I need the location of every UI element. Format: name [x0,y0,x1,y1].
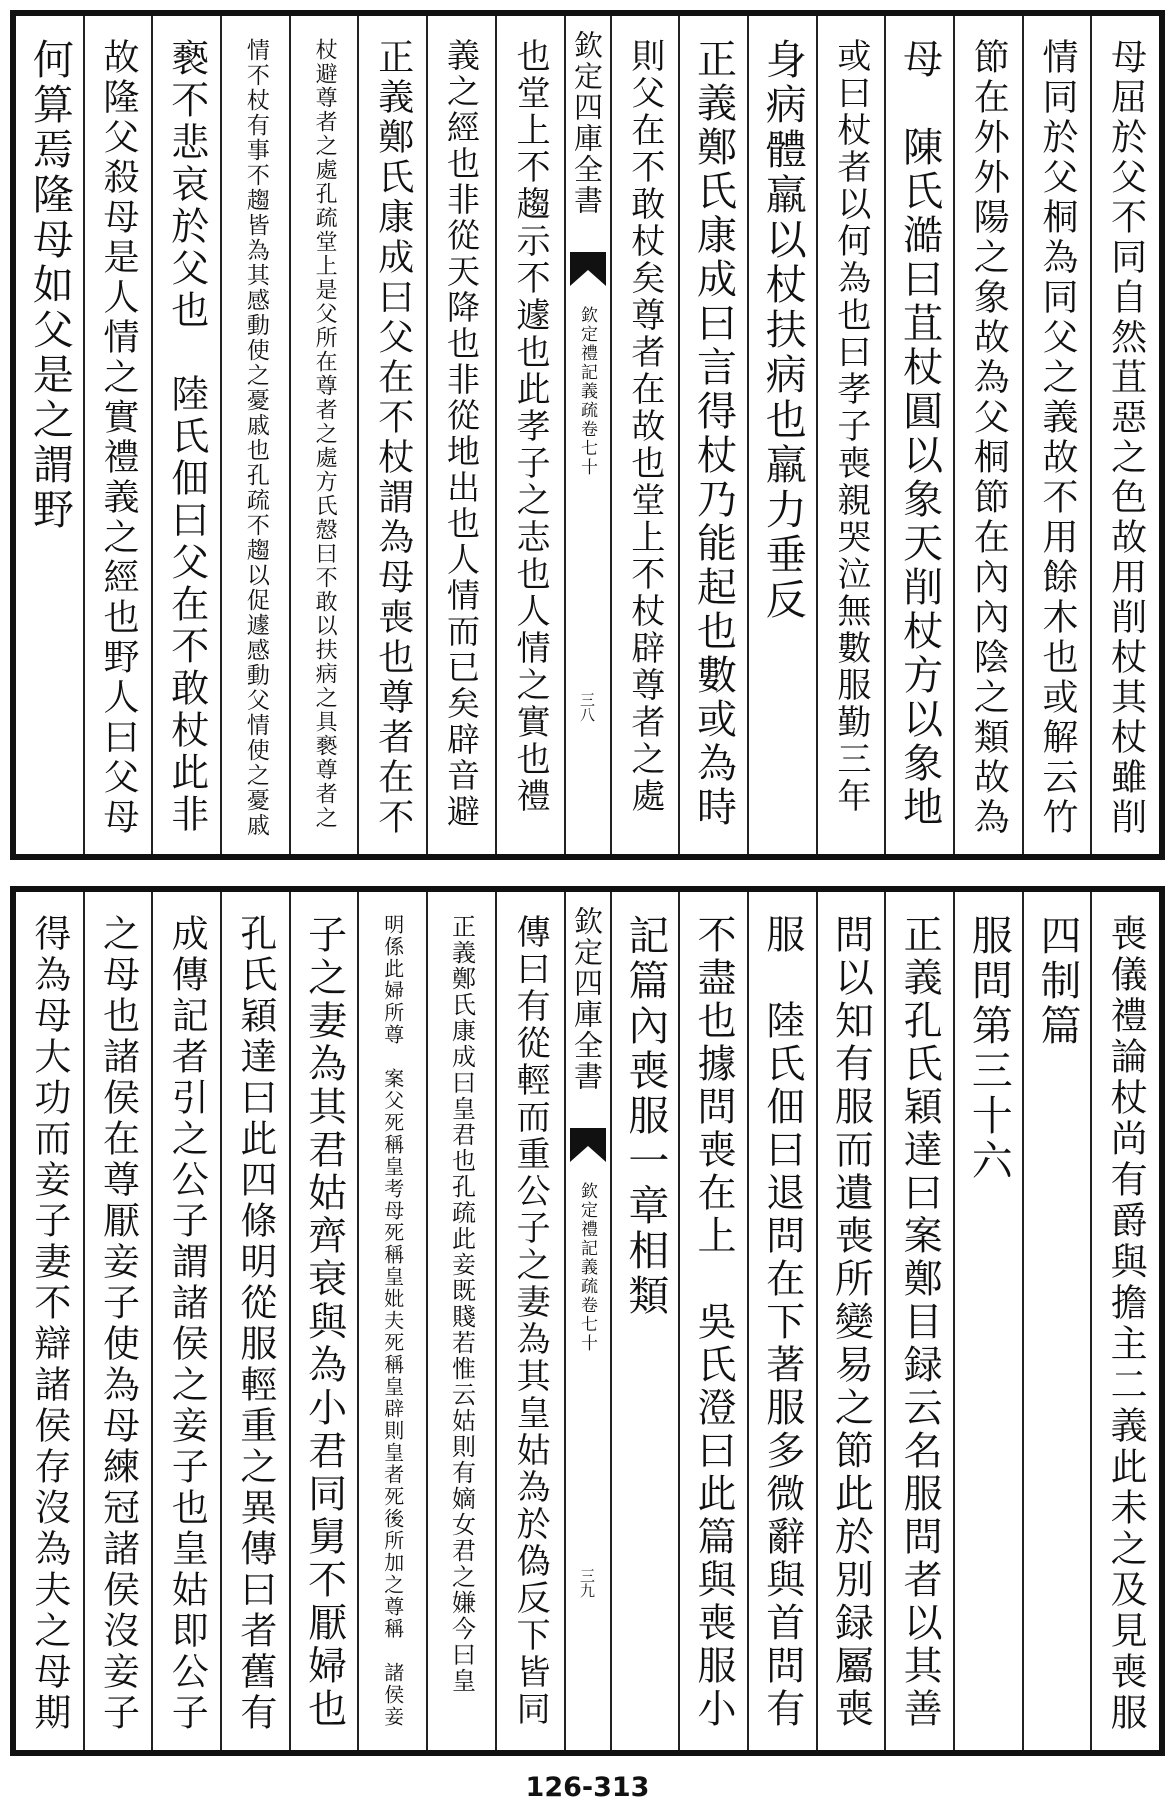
text-column [678,892,747,1750]
column-text: 喪儀禮論杖尚有爵與擔主二義此未之及見喪服 [1104,914,1148,1734]
column-text: 則父在不敢杖矣尊者在故也堂上不杖辟尊者之處 [624,38,665,815]
center-gutter [564,16,610,854]
column-text: 身病體羸以杖扶病也羸力垂反 [758,38,807,623]
column-text: 或曰杖者以何為也曰孝子喪親哭泣無數服勤三年 [830,38,871,815]
column-text: 褻不悲哀於父也 陸氏佃曰父在不敢杖此非 [164,38,209,836]
text-column [747,16,816,854]
column-text: 傳曰有從輕而重公子之妻為其皇姑為於偽反下皆同 [510,914,551,1728]
fish-tail-mark-icon [570,252,606,286]
gutter-subtitle: 欽定禮記義疏卷七十 [577,306,597,477]
text-column [495,892,564,1750]
text-column [289,892,358,1750]
column-text: 杖避尊者之處孔疏堂上是父所在尊者之處方氏慤曰不敢以扶病之具褻尊者之 [312,38,338,830]
text-column [610,16,679,854]
text-column [1022,892,1091,1750]
column-text: 故隆父殺母是人情之實禮義之經也野人曰父母 [98,38,140,838]
column-text: 母屈於父不同自然苴惡之色故用削杖其杖雖削 [1105,38,1147,838]
center-gutter [564,892,610,1750]
column-text: 情同於父桐為同父之義故不用餘木也或解云竹 [1036,38,1078,838]
gutter-page-number: 三八 [578,692,596,722]
upper-page-panel [10,10,1165,860]
text-column [816,16,885,854]
text-column [953,892,1022,1750]
text-column [426,892,495,1750]
page-number-footer: 126-313 [525,1772,650,1803]
column-text: 情不杖有事不趨皆為其感動使之憂戚也孔疏不趨以促遽感動父情使之憂戚 [242,38,269,838]
text-column [953,16,1022,854]
fish-tail-mark-icon [570,1128,606,1162]
column-text: 不盡也據問喪在上 吳氏澄曰此篇與喪服小 [691,914,737,1731]
column-text: 孔氏穎達曰此四條明從服輕重之異傳曰者舊有 [233,914,277,1734]
text-column [816,892,885,1750]
column-text: 得為母大功而妾子妻不辯諸侯存沒為夫之母期 [27,914,71,1734]
text-column [16,16,83,854]
column-text: 服 陸氏佃曰退問在下著服多微辭與首問有 [759,914,805,1731]
text-column [220,892,289,1750]
text-column [610,892,679,1750]
column-text: 子之妻為其君姑齊衰與為小君同舅不厭婦也 [301,914,347,1731]
column-text: 問以知有服而遺喪所變易之節此於別録屬喪 [828,914,874,1731]
text-column [884,16,953,854]
text-column [884,892,953,1750]
text-column [83,892,152,1750]
column-text: 服問第三十六 [964,914,1013,1184]
column-text: 記篇內喪服一章相類 [621,914,670,1319]
text-column [151,892,220,1750]
text-column [151,16,220,854]
text-column [289,16,358,854]
column-text: 正義鄭氏康成曰皇君也孔疏此妾既賤若惟云姑則有嫡女君之嫌今曰皇 [447,914,476,1694]
lower-page-panel [10,886,1165,1756]
gutter-title: 欽定四庫全書 [570,906,604,1092]
text-column [1090,892,1159,1750]
text-column [1090,16,1159,854]
text-column [678,16,747,854]
column-text: 義之經也非從天降也非從地出也人情而已矣辟音避 [441,38,481,830]
text-column [747,892,816,1750]
column-text: 成傳記者引之公子謂諸侯之妾子也皇姑即公子 [165,914,209,1734]
text-column [220,16,289,854]
text-column [426,16,495,854]
gutter-subtitle: 欽定禮記義疏卷七十 [577,1182,597,1353]
column-text: 母 陳氏澔曰苴杖圓以象天削杖方以象地 [896,38,943,830]
column-text: 四制篇 [1033,914,1082,1049]
column-text: 之母也諸侯在尊厭妾子使為母練冠諸侯沒妾子 [96,914,140,1734]
text-column [83,16,152,854]
text-column [357,892,426,1750]
column-text: 節在外外陽之象故為父桐節在內內陰之類故為 [968,38,1010,838]
text-column [1022,16,1091,854]
text-column [357,16,426,854]
column-text: 明係此婦所尊 案父死稱皇考母死稱皇妣夫死稱皇辟則皇者死後所加之尊稱 諸侯妾 [380,914,405,1728]
gutter-page-number: 三九 [578,1568,596,1598]
column-text: 正義孔氏穎達曰案鄭目録云名服問者以其善 [897,914,943,1731]
column-text: 正義鄭氏康成曰父在不杖謂為母喪也尊者在不 [372,38,414,838]
column-text: 也堂上不趨示不遽也此孝子之志也人情之實也禮 [510,38,551,815]
text-column [495,16,564,854]
column-text: 正義鄭氏康成曰言得杖乃能起也數或為時 [690,38,737,830]
gutter-title: 欽定四庫全書 [570,30,604,216]
column-text: 何算焉隆母如父是之謂野 [25,38,74,533]
text-column [16,892,83,1750]
